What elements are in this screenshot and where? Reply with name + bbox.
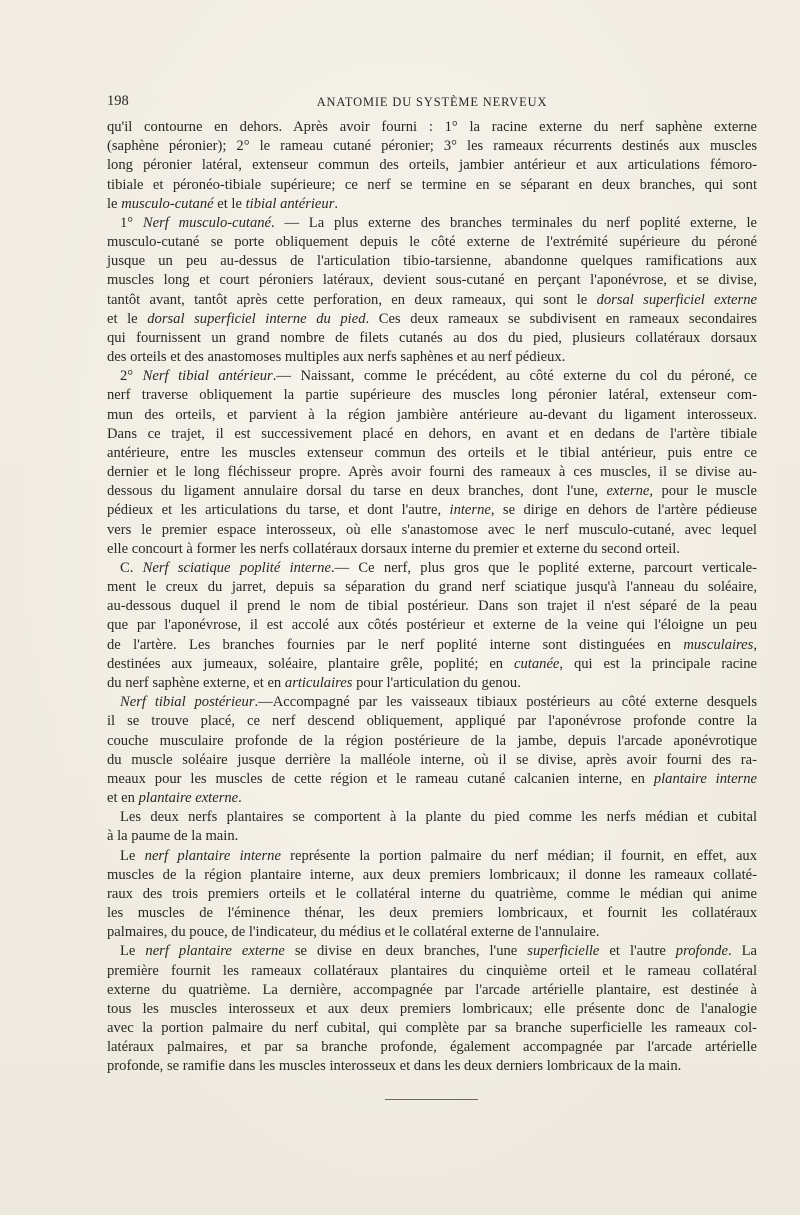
text-run: nerf traverse obliquement la partie supérieure des muscles long péronier latéral, extenseur com- [107, 387, 757, 404]
text-run: se divise en deux branches, l'une [284, 943, 528, 960]
text-run: tantôt avant, tantôt après cette perforation, en deux rameaux, qui sont le [107, 291, 597, 308]
text-run: (saphène péronier); 2° le rameau cutané péronier; 3° les rameaux récurrents destinés aux muscles [107, 138, 757, 155]
text-run: C. [120, 559, 143, 576]
running-header [107, 91, 757, 111]
text-line [107, 310, 757, 329]
text-run: du muscle soléaire jusque derrière la malléole interne, où il se divise, après avoir fourni des ra- [107, 751, 757, 768]
text-line [107, 866, 757, 885]
text-run: . [238, 790, 242, 807]
italic-text-run: plantaire interne [653, 770, 758, 787]
text-line [107, 808, 757, 827]
text-run: à la paume de la main. [107, 828, 239, 845]
text-run: elle concourt à former les nerfs collatéraux dorsaux interne du premier et externe du second orteil. [107, 540, 680, 557]
text-run: . La [727, 943, 757, 960]
text-run: que par l'aponévrose, il est accolé aux côtés postérieur et externe de la veine qui l'éloigne un peu [107, 617, 757, 634]
text-run: palmaires, du pouce, de l'indicateur, du médius et le collatéral externe de l'annulaire. [107, 924, 600, 941]
text-run: première fournit les rameaux collatéraux plantaires du cinquième orteil et le rameau collatéral [107, 962, 757, 979]
text-run: les muscles de l'éminence thénar, les deux premiers lombricaux, et fournit les collatéraux [107, 905, 757, 922]
text-run: mun des orteils, et parvient à la région jambière antérieure au-devant du ligament interosseux. [107, 406, 757, 423]
italic-text-run: articulaires [284, 674, 353, 691]
text-run: destinées aux jumeaux, soléaire, plantaire grêle, poplité; en [107, 655, 515, 672]
text-run: profonde, se ramifie dans les muscles interosseux et dans les deux derniers lombricaux de la main. [107, 1058, 682, 1075]
text-line [107, 118, 757, 137]
italic-text-run: dorsal superficiel interne du pied [147, 310, 366, 327]
text-run: musculo-cutané se porte obliquement depuis le côté externe de l'extrémité supérieure du péroné [107, 234, 757, 251]
text-run: couche musculaire profonde de la région postérieure de la jambe, depuis l'arcade aponévrotique [107, 732, 757, 749]
text-run: qui fournissent un grand nombre de filets cutanés au dos du pied, plusieurs collatéraux dorsaux [107, 329, 757, 346]
text-line [107, 137, 757, 156]
text-run: latéraux palmaires, et par sa branche profonde, également accompagnée par l'arcade artérielle [107, 1039, 757, 1056]
page-number: 198 [107, 93, 129, 109]
text-line [107, 885, 757, 904]
text-line [107, 789, 757, 808]
text-run: et le [213, 195, 246, 212]
text-run: Dans ce trajet, il est successivement placé en dehors, en avant et en dedans de l'artère tibiale [107, 425, 757, 442]
paragraph [107, 214, 757, 367]
text-line [107, 540, 757, 559]
italic-text-run: cutanée [514, 655, 560, 672]
text-run: 2° [120, 368, 143, 385]
text-line [107, 693, 757, 712]
text-run: pédieux et les articulations du tarse, et dont l'autre, [107, 502, 450, 519]
italic-text-run: nerf plantaire externe [145, 943, 285, 960]
text-line [107, 214, 757, 233]
text-run: pour l'articulation du genou. [352, 674, 521, 691]
paragraph [107, 559, 757, 693]
text-run: il se trouve placé, ce nerf descend obliquement, appliqué par l'aponévrose profonde contre la [107, 713, 757, 730]
text-run: .—Accompagné par les vaisseaux tibiaux postérieurs au côté externe desquels [254, 694, 757, 711]
text-run: et l'autre [599, 943, 676, 960]
italic-text-run: musculo-cutané [121, 195, 214, 212]
text-line [107, 636, 757, 655]
text-run: muscles long et court péroniers latéraux, devient sous-cutané en perçant l'aponévrose, et se divise, [107, 272, 757, 289]
text-run: long péronier latéral, extenseur commun des orteils, jambier antérieur et aux articulations fémoro- [107, 157, 757, 174]
text-run: ment le creux du jarret, depuis sa séparation du grand nerf sciatique jusqu'à l'anneau du soléaire, [107, 579, 757, 596]
text-run: représente la portion palmaire du nerf médian; il fournit, en effet, aux [280, 847, 758, 864]
text-line [107, 156, 757, 175]
text-run: avec la portion palmaire du nerf cubital, qui complète par sa branche superficielle les rameaux col- [107, 1020, 757, 1037]
text-run: , pour le muscle [649, 483, 757, 500]
text-run: externe du quatrième. La dernière, accompagnée par l'arcade artérielle plantaire, est destinée à [107, 981, 757, 998]
text-line [107, 655, 757, 674]
text-run: de l'artère. Les branches fournies par le nerf poplité interne sont distinguées en [107, 636, 684, 653]
text-line [107, 1000, 757, 1019]
text-line [107, 521, 757, 540]
text-line [107, 770, 757, 789]
text-line [107, 386, 757, 405]
text-line [107, 367, 757, 386]
text-run: vers le premier espace interosseux, où elle s'anastomose avec le nerf musculo-cutané, avec lequel [107, 521, 757, 538]
italic-text-run: tibial antérieur [245, 195, 335, 212]
text-run: . Ces deux rameaux se subdivisent en rameaux secondaires [365, 310, 757, 327]
text-line [107, 981, 757, 1000]
paragraph [107, 367, 757, 559]
text-line [107, 233, 757, 252]
italic-text-run: nerf plantaire interne [144, 847, 281, 864]
text-line [107, 348, 757, 367]
text-run: , qui est la principale racine [559, 655, 757, 672]
text-line [107, 923, 757, 942]
paragraph [107, 118, 757, 214]
text-line [107, 195, 757, 214]
italic-text-run: superficielle [527, 943, 600, 960]
text-run: tous les muscles interosseux et aux deux premiers lombricaux; elle présente donc de l'analogie [107, 1000, 757, 1017]
italic-text-run: Nerf musculo-cutané [142, 214, 272, 231]
text-run: meaux pour les muscles de cette région et le rameau cutané calcanien interne, en [107, 770, 654, 787]
text-line [107, 674, 757, 693]
paragraph [107, 847, 757, 943]
text-run: .— Ce nerf, plus gros que le poplité externe, parcourt verticale- [330, 559, 757, 576]
text-run: tibiale et péronéo-tibiale supérieure; ce nerf se termine en se séparant en deux branches, qui sont [107, 176, 757, 193]
text-run: , [753, 636, 757, 653]
paragraph [107, 693, 757, 808]
italic-text-run: Nerf sciatique poplité interne [142, 559, 331, 576]
end-rule [385, 1099, 478, 1100]
text-run: dessous du ligament annulaire dorsal du tarse en deux branches, dont l'une, [107, 483, 607, 500]
text-run: dernier et le long fléchisseur propre. Après avoir fourni des rameaux à ces muscles, il se divise au- [107, 464, 757, 481]
body-text [107, 118, 757, 1077]
paragraph [107, 808, 757, 846]
text-line [107, 616, 757, 635]
text-run: . [334, 195, 339, 212]
text-run: et le [107, 310, 148, 327]
text-line [107, 712, 757, 731]
text-line [107, 425, 757, 444]
text-line [107, 291, 757, 310]
text-line [107, 463, 757, 482]
text-line [107, 578, 757, 597]
text-line [107, 751, 757, 770]
italic-text-run: musculaires [683, 636, 754, 653]
italic-text-run: interne [449, 502, 491, 519]
text-run: des orteils et des anastomoses multiples aux nerfs saphènes et au nerf pédieux. [107, 349, 566, 366]
paragraph [107, 942, 757, 1076]
text-line [107, 1038, 757, 1057]
italic-text-run: dorsal superficiel externe [596, 291, 757, 308]
italic-text-run: externe [606, 483, 650, 500]
text-line [107, 847, 757, 866]
text-line [107, 444, 757, 463]
text-line [107, 176, 757, 195]
text-line [107, 827, 757, 846]
text-run: au-dessous duquel il prend le nom de tibial postérieur. Dans son trajet il n'est séparé de la peau [107, 598, 757, 615]
text-line [107, 962, 757, 981]
text-run: Les deux nerfs plantaires se comportent à la plante du pied comme les nerfs médian et cubital [120, 809, 757, 826]
text-line [107, 271, 757, 290]
text-line [107, 501, 757, 520]
text-line [107, 942, 757, 961]
text-run: antérieure, entre les muscles extenseur commun des orteils et le tibial antérieur, puis entre ce [107, 444, 757, 461]
text-line [107, 559, 757, 578]
text-run: . — La plus externe des branches terminales du nerf poplité externe, le [271, 214, 757, 231]
text-run: qu'il contourne en dehors. Après avoir fourni : 1° la racine externe du nerf saphène externe [107, 119, 757, 135]
text-line [107, 252, 757, 271]
text-line [107, 1057, 757, 1076]
text-line [107, 597, 757, 616]
text-run: Le [120, 943, 146, 960]
italic-text-run: plantaire externe [138, 790, 239, 807]
italic-text-run: Nerf tibial antérieur [142, 368, 273, 385]
italic-text-run: profonde [675, 943, 728, 960]
text-line [107, 732, 757, 751]
text-run: raux des trois premiers orteils et le collatéral interne du quatrième, comme le médian qui anime [107, 885, 757, 902]
text-run: du nerf saphène externe, et en [107, 674, 285, 691]
text-line [107, 1019, 757, 1038]
text-line [107, 406, 757, 425]
text-run: muscles de la région plantaire interne, aux deux premiers lombricaux; il donne les rameaux collaté- [107, 866, 757, 883]
text-run: le [107, 195, 122, 212]
text-run: 1° [120, 214, 143, 231]
running-title: ANATOMIE DU SYSTÈME NERVEUX [316, 95, 548, 109]
text-run: jusque un peu au-dessus de l'articulation tibio-tarsienne, abandonne quelques ramifications aux [107, 253, 757, 270]
text-line [107, 329, 757, 348]
text-line [107, 482, 757, 501]
text-run: Le [120, 847, 145, 864]
text-run: , se dirige en dehors de l'artère pédieuse [490, 502, 757, 519]
text-run: .— Naissant, comme le précédent, au côté externe du col du péroné, ce [272, 368, 757, 385]
italic-text-run: Nerf tibial postérieur [120, 694, 255, 711]
text-line [107, 904, 757, 923]
text-run: et en [107, 790, 139, 807]
